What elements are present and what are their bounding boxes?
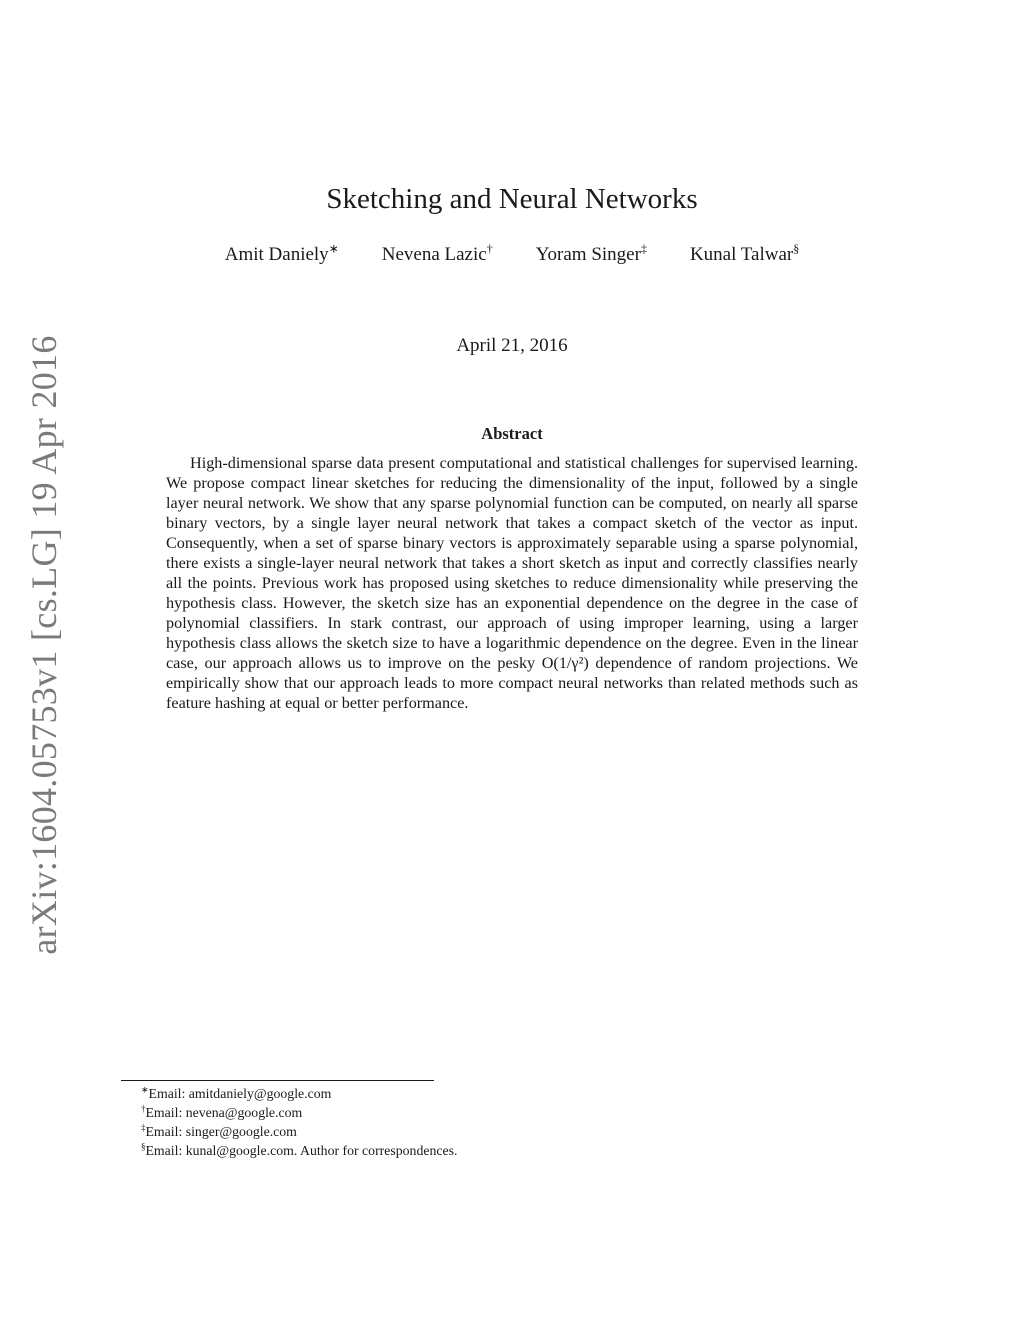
author-1 [224, 241, 339, 266]
abstract-text: High-dimensional sparse data present computational and statistical challenges for supervised learning. We propose compact linear sketches for reducing the dimensionality of the input, followed by a single layer neural network. We show that any sparse polynomial function can be computed, on nearly all sparse binary vectors, by a single layer neural network that takes a compact sketch of the vector as input. Consequently, when a set of sparse binary vectors is approximately separable using a sparse polynomial, there exists a single-layer neural network that takes a short sketch as input and correctly classifies nearly all the points. Previous work has proposed using sketches to reduce dimensionality while preserving the hypothesis class. However, the sketch size has an exponential dependence on the degree in the case of polynomial classifiers. In stark contrast, our approach of using improper learning, using a larger hypothesis class allows the sketch size to have a logarithmic dependence on the degree. Even in the linear case, our approach allows us to improve on the pesky O(1/γ²) dependence of random projections. We empirically show that our approach leads to more compact neural networks than related methods such as feature hashing at equal or better performance. [166, 454, 858, 712]
author-name: Yoram Singer [535, 244, 641, 265]
author-name: Nevena Lazic [381, 244, 487, 265]
author-footnote-mark: ‡ [640, 241, 647, 256]
footnote-4 [141, 1141, 457, 1160]
footnote-mark: § [141, 1141, 146, 1152]
author-3 [535, 241, 647, 266]
footnote-text: Email: singer@google.com [145, 1124, 297, 1139]
author-footnote-mark: § [793, 241, 800, 256]
author-4 [689, 241, 800, 266]
publication-date: April 21, 2016 [456, 335, 568, 356]
footnote-text: Email: kunal@google.com. Author for correspondences. [145, 1143, 458, 1158]
footnote-mark: ‡ [141, 1122, 146, 1133]
footnote-text: Email: amitdaniely@google.com [148, 1086, 332, 1101]
footnote-1 [141, 1084, 457, 1103]
arxiv-identifier-stamp: arXiv:1604.05753v1 [cs.LG] 19 Apr 2016 [24, 335, 64, 955]
footnote-3 [141, 1122, 457, 1141]
author-footnote-mark: † [486, 241, 493, 256]
paper-title: Sketching and Neural Networks [326, 183, 698, 215]
footnote-text: Email: nevena@google.com [145, 1105, 303, 1120]
footnote-mark: † [141, 1103, 146, 1114]
footnote-divider [121, 1080, 434, 1081]
footnote-2 [141, 1103, 457, 1122]
abstract-heading: Abstract [481, 424, 543, 443]
footnote-mark: ∗ [141, 1084, 149, 1095]
author-footnote-mark: ∗ [328, 241, 339, 256]
author-name: Kunal Talwar [689, 244, 794, 265]
author-2 [381, 241, 493, 266]
footnotes [141, 1084, 457, 1160]
author-name: Amit Daniely [224, 244, 329, 265]
author-list [0, 241, 1024, 266]
